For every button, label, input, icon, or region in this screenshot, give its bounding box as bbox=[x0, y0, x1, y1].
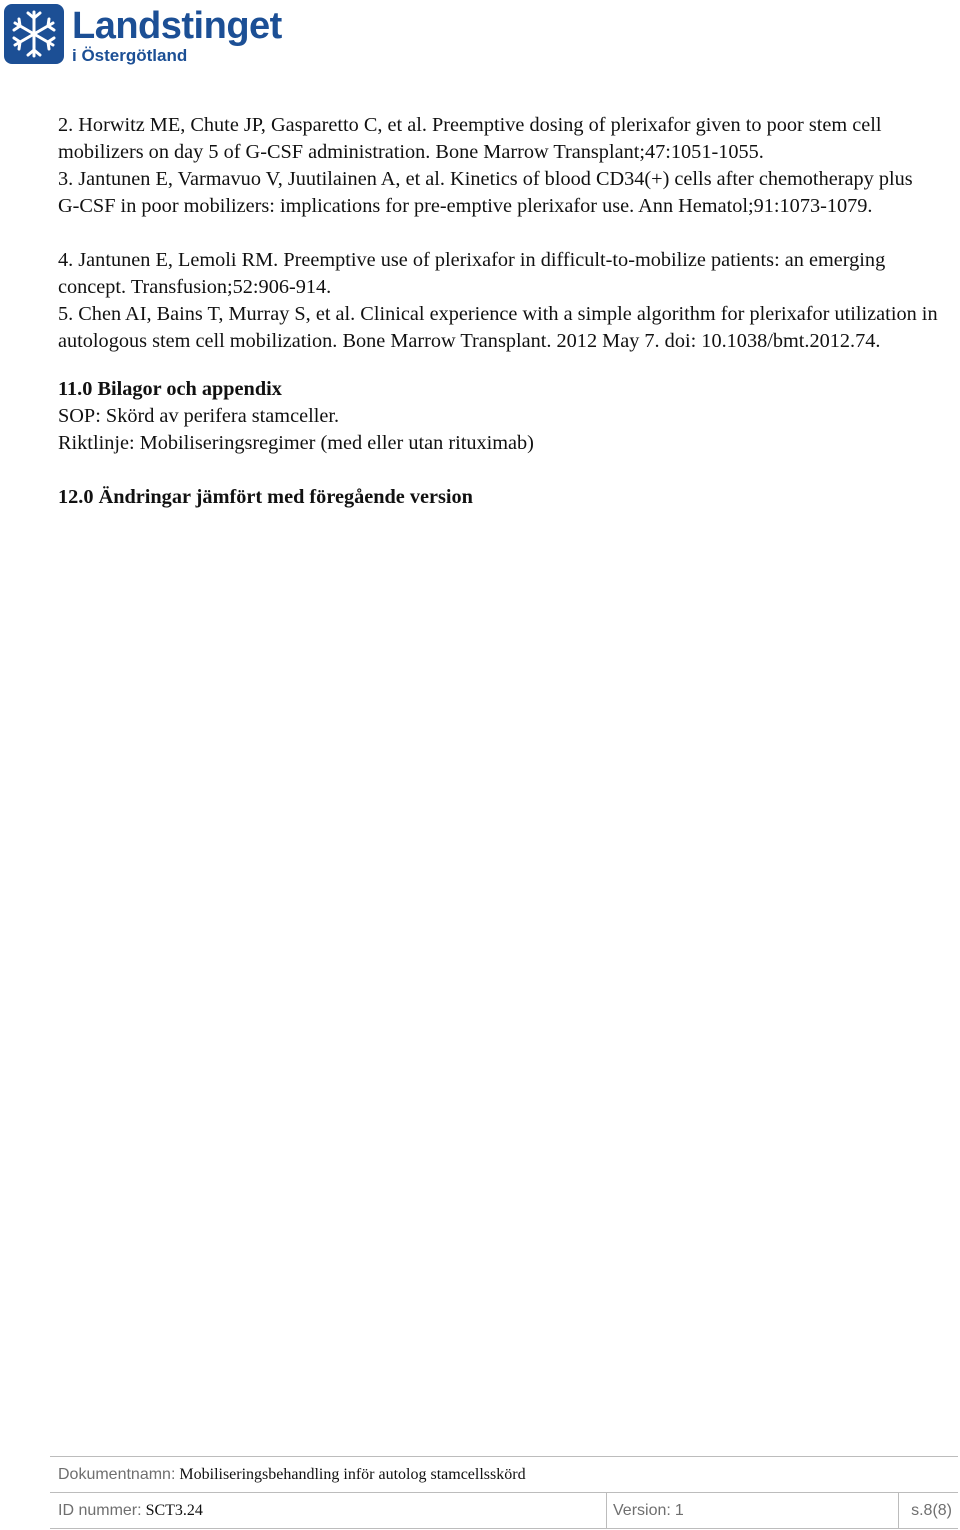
document-footer bbox=[50, 1456, 958, 1529]
reference-2: 2. Horwitz ME, Chute JP, Gasparetto C, et al. Preemptive dosing of plerixafor given to poor stem cell mobilizers on day 5 of G-CSF administration. Bone Marrow Transplant;47:1051-1055. bbox=[58, 114, 882, 163]
document-body bbox=[58, 112, 938, 511]
logo-text bbox=[72, 6, 282, 65]
page-number: s.8(8) bbox=[911, 1501, 952, 1519]
section-12-heading: 12.0 Ändringar jämfört med föregående version bbox=[58, 486, 473, 508]
reference-4: 4. Jantunen E, Lemoli RM. Preemptive use of plerixafor in difficult-to-mobilize patients: an emerging concept. Transfusion;52:906-914. bbox=[58, 249, 886, 298]
doc-name-label: Dokumentnamn: bbox=[58, 1465, 176, 1483]
reference-3: 3. Jantunen E, Varmavuo V, Juutilainen A, et al. Kinetics of blood CD34(+) cells after chemotherapy plus G-CSF in poor mobilizers: implications for pre-emptive plerixafor use. Ann Hematol;91:1073-1079. bbox=[58, 168, 913, 217]
footer-meta-row bbox=[50, 1493, 958, 1529]
logo-subtitle: i Östergötland bbox=[72, 46, 188, 65]
footer-version-cell bbox=[607, 1493, 899, 1528]
doc-name-value: Mobiliseringsbehandling inför autolog stamcellsskörd bbox=[179, 1465, 526, 1483]
footer-doc-name-row bbox=[50, 1457, 958, 1493]
appendix-item-sop: SOP: Skörd av perifera stamceller. bbox=[58, 405, 340, 427]
logo-name: Landstinget bbox=[72, 5, 282, 47]
section-11-heading: 11.0 Bilagor och appendix bbox=[58, 378, 282, 400]
footer-id-cell bbox=[50, 1493, 607, 1528]
appendix-item-guideline: Riktlinje: Mobiliseringsregimer (med eller utan rituximab) bbox=[58, 432, 534, 454]
spacer bbox=[58, 457, 938, 484]
id-label: ID nummer: bbox=[58, 1501, 142, 1519]
snowflake-logo-icon bbox=[4, 4, 64, 64]
version-label: Version: bbox=[613, 1501, 671, 1519]
version-value: 1 bbox=[674, 1501, 684, 1519]
spacer bbox=[58, 220, 938, 247]
spacer bbox=[58, 355, 938, 376]
reference-5: 5. Chen AI, Bains T, Murray S, et al. Clinical experience with a simple algorithm for plerixafor utilization in autologous stem cell mobilization. Bone Marrow Transplant. 2012 May 7. doi: 10.1038/bmt.2012.74. bbox=[58, 303, 938, 352]
id-value: SCT3.24 bbox=[145, 1501, 203, 1519]
footer-page-cell bbox=[899, 1493, 958, 1528]
organization-logo bbox=[4, 4, 282, 65]
